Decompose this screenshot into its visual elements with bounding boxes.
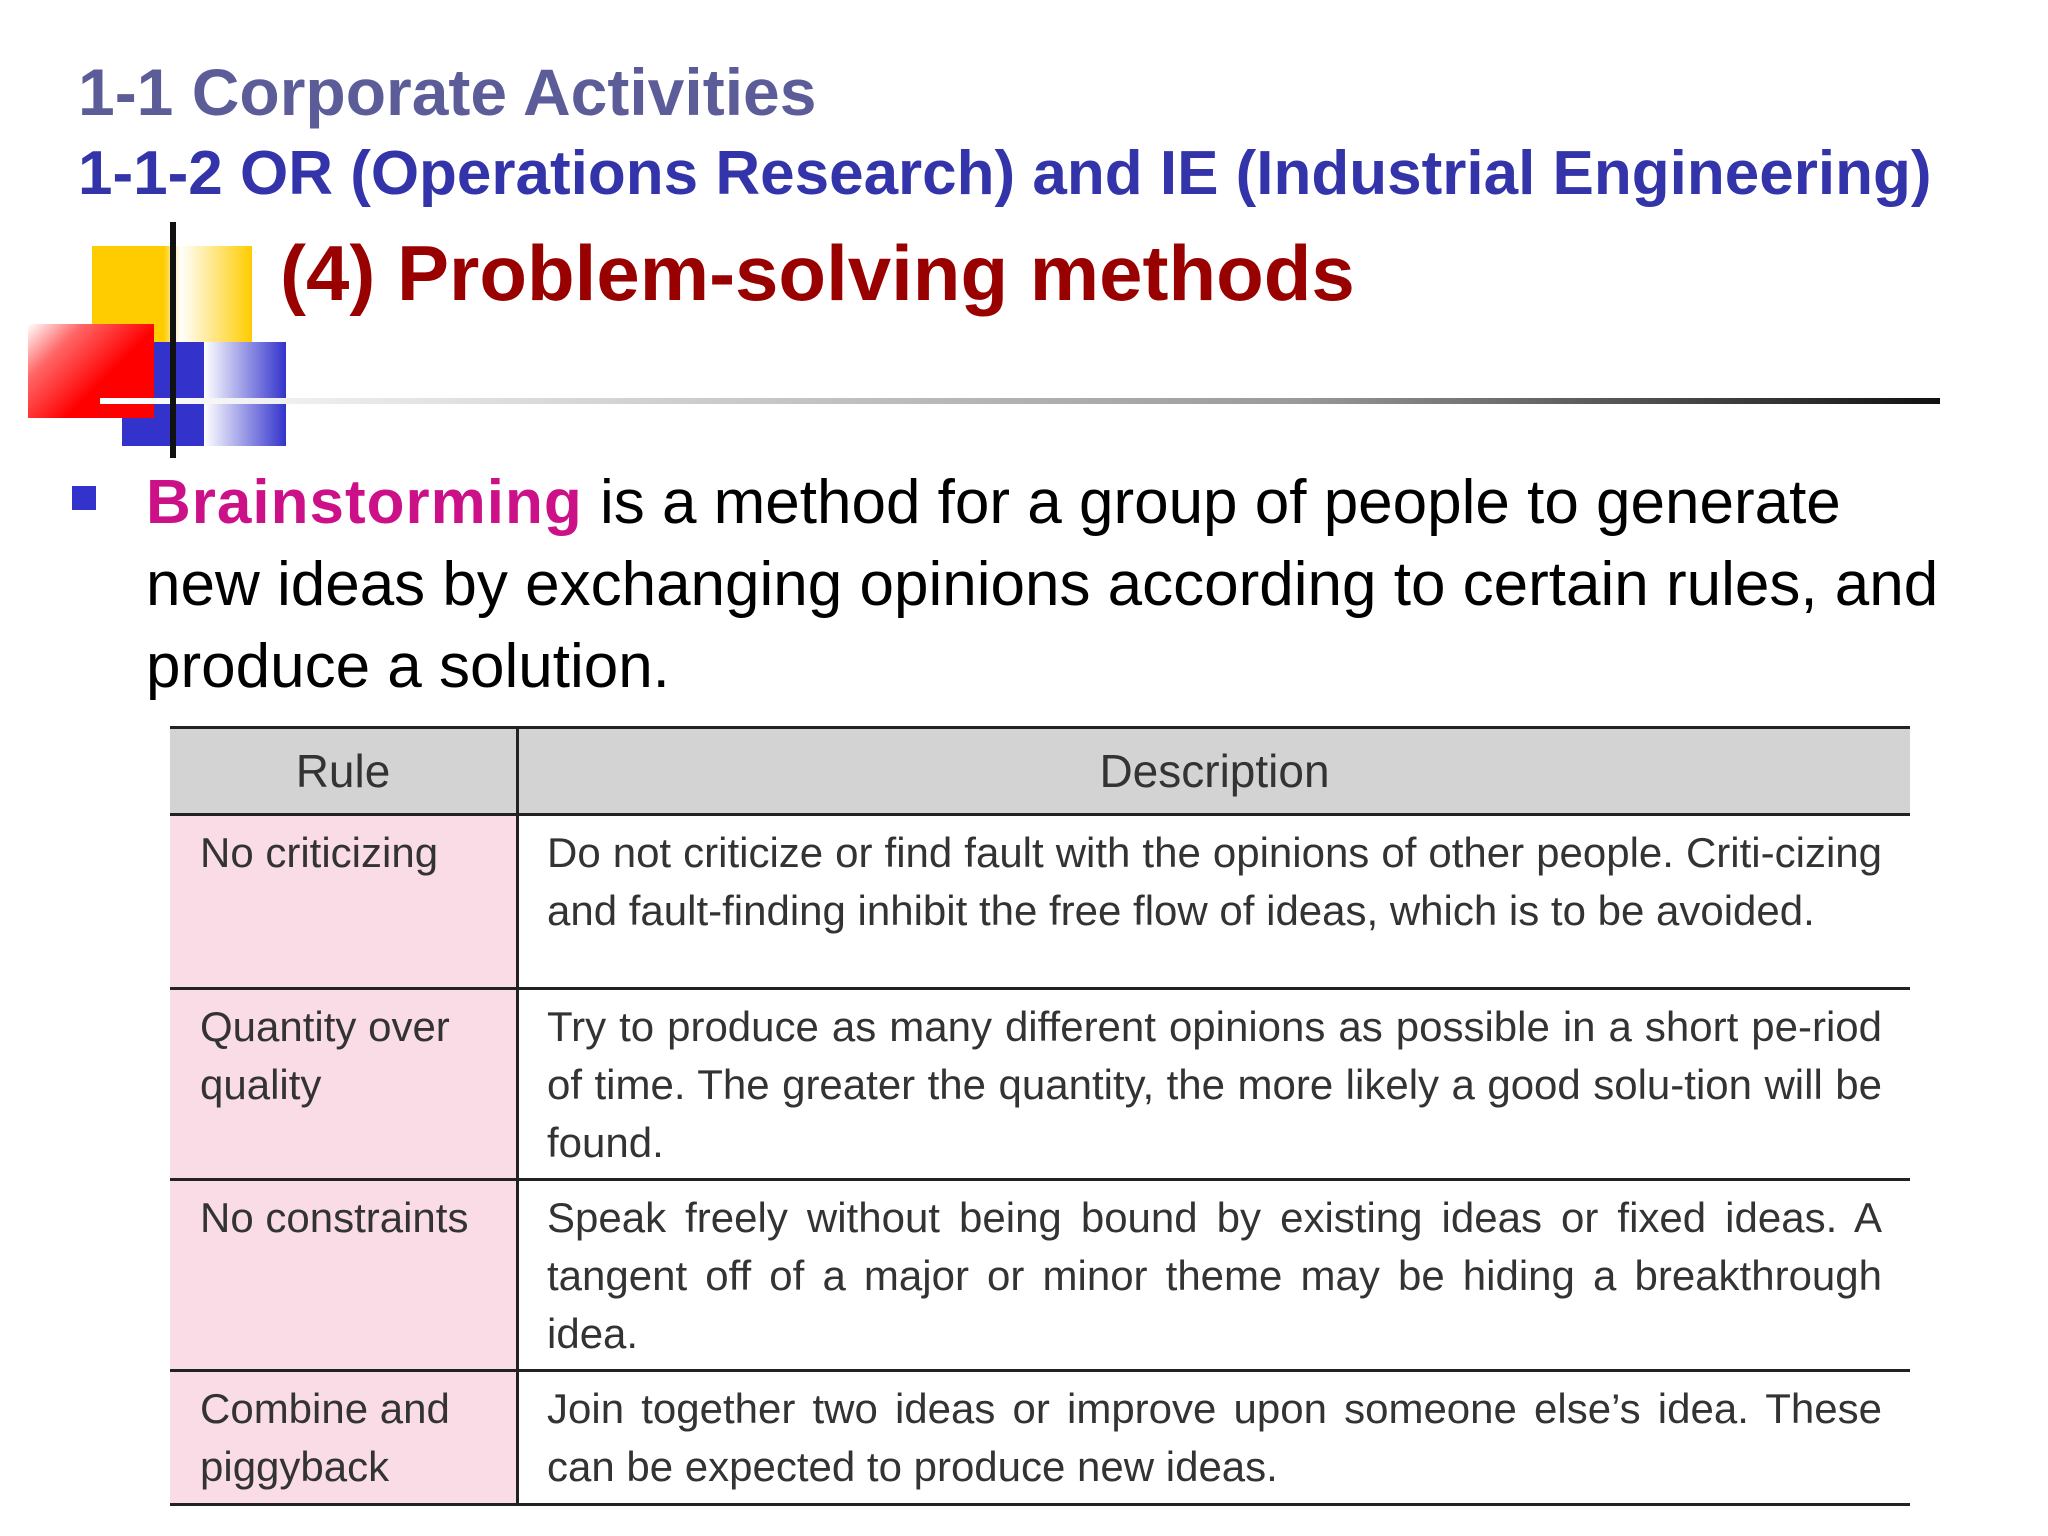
description-cell: Speak freely without being bound by existing ideas or fixed ideas. A tangent off of a major or minor theme may be hiding a breakthrough idea. [518,1180,1911,1371]
rule-cell: No criticizing [170,815,518,989]
rule-cell: No constraints [170,1180,518,1371]
intro-term: Brainstorming [146,468,583,537]
decor-vertical-line [170,222,176,458]
description-cell: Try to produce as many different opinions as possible in a short pe-riod of time. The greater the quantity, the more likely a good solu-tion will be found. [518,989,1911,1180]
table-header-row [170,728,1910,815]
rule-cell: Combine and piggyback [170,1371,518,1505]
section-title: 1-1 Corporate Activities [78,55,817,129]
intro-paragraph [146,462,1966,708]
rule-cell: Quantity over quality [170,989,518,1180]
decor-blue-gradient-block [204,342,286,446]
table-row [170,1371,1910,1505]
title-underline [100,398,1940,404]
topic-title: (4) Problem-solving methods [280,229,1355,317]
header-description: Description [518,728,1911,815]
table-row [170,815,1910,989]
table-row [170,1180,1910,1371]
rules-table [170,726,1910,1506]
description-cell: Join together two ideas or improve upon someone else’s idea. These can be expected to produce new ideas. [518,1371,1911,1505]
intro-text: is a method for a group of people to generate new ideas by exchanging opinions according to certain rules, and produce a solution. [146,468,1939,701]
header-rule: Rule [170,728,518,815]
description-cell: Do not criticize or find fault with the opinions of other people. Criti-cizing and fault-finding inhibit the free flow of ideas, which is to be avoided. [518,815,1911,989]
bullet-square-icon [72,486,96,510]
subsection-title: 1-1-2 OR (Operations Research) and IE (Industrial Engineering) [78,139,1932,208]
table-row [170,989,1910,1180]
rules-table-container [170,726,1910,1506]
